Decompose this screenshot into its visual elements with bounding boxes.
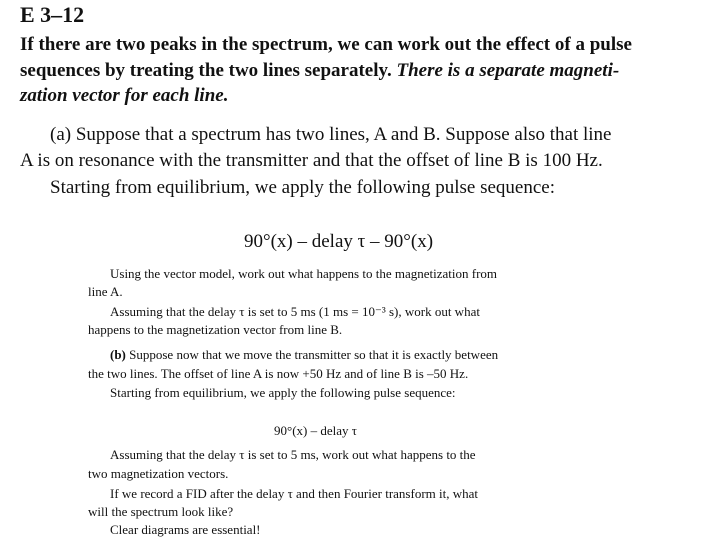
part-b-line-2: the two lines. The offset of line A is now +50 Hz and of line B is –50 Hz. [88,366,469,381]
part-a-question-1-line-2: line A. [88,284,123,299]
part-b-line-1 [110,347,498,363]
part-b-question-2-line-1: If we record a FID after the delay τ and then Fourier transform it, what [110,486,479,501]
intro-line-2-bold: sequences by treating the two lines separately. [20,60,392,81]
part-b-note: Clear diagrams are essential! [110,522,261,537]
part-a-pulse-sequence: 90°(x) – delay τ – 90°(x) [244,231,434,252]
part-b-question-2-line-2: will the spectrum look like? [88,504,234,519]
part-a-question-2-line-1: Assuming that the delay τ is set to 5 ms (1 ms = 10⁻³ s), work out what [110,304,480,319]
part-b-line-1-text: Suppose now that we move the transmitter so that it is exactly between [125,347,499,362]
exercise-title: E 3–12 [20,2,85,27]
part-a-line-1-text: Suppose that a spectrum has two lines, A and B. Suppose also that line [71,124,612,145]
part-b-question-1-line-2: two magnetization vectors. [88,466,229,481]
part-b-label: (b) [110,347,126,362]
part-a-question-1-line-1: Using the vector model, work out what happens to the magnetization from [110,266,498,281]
part-a-line-1 [50,124,611,146]
part-a-line-2: A is on resonance with the transmitter and that the offset of line B is 100 Hz. [20,150,603,171]
intro-line-1: If there are two peaks in the spectrum, we can work out the effect of a pulse [20,34,632,55]
part-b-question-1-line-1: Assuming that the delay τ is set to 5 ms, work out what happens to the [110,447,476,462]
part-a-line-3: Starting from equilibrium, we apply the following pulse sequence: [50,177,555,198]
part-b-line-3: Starting from equilibrium, we apply the following pulse sequence: [110,385,456,400]
intro-line-2 [20,60,619,82]
part-a-label: (a) [50,124,72,145]
part-b-pulse-sequence: 90°(x) – delay τ [274,423,357,438]
intro-line-3: zation vector for each line. [20,85,229,106]
intro-line-2-italic: There is a separate magneti- [391,60,620,81]
part-a-question-2-line-2: happens to the magnetization vector from line B. [88,322,343,337]
